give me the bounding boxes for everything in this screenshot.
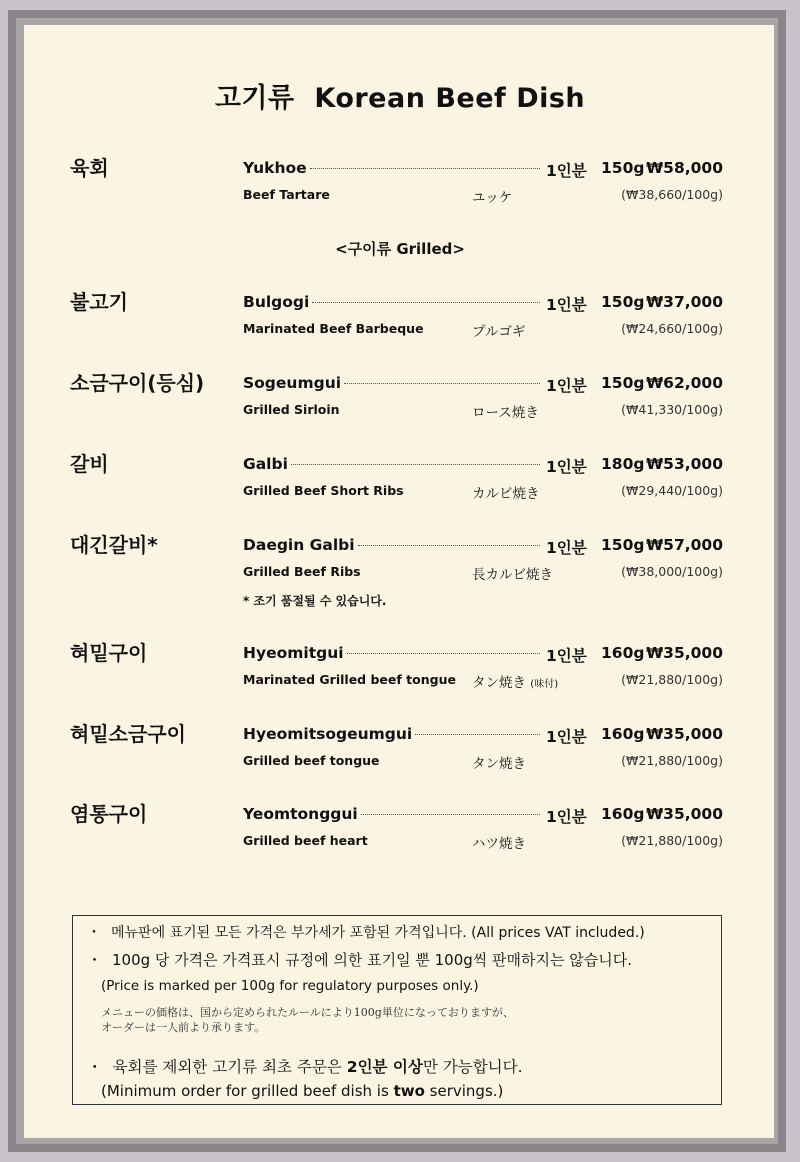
item-description: Grilled Beef Short Ribs [243, 483, 404, 498]
section-subheading: <구이류 Grilled> [335, 240, 465, 258]
item-korean-name: 갈비 [70, 452, 109, 476]
menu-title: 고기류 Korean Beef Dish [214, 83, 586, 114]
notice-jp-line1: メニューの価格は、国から定められたルールにより100g単位になっておりますが、 [101, 1006, 514, 1019]
item-price: ₩58,000 [646, 159, 723, 177]
notice-price-per-100g-en: (Price is marked per 100g for regulatory purposes only.) [101, 978, 479, 994]
item-japanese-name: ユッケ [472, 190, 513, 206]
item-unit-price: (₩24,660/100g) [621, 321, 723, 336]
item-english-name: Yukhoe [243, 159, 543, 177]
leader-dots [358, 545, 540, 546]
notice-minimum-order: ・ 육회를 제외한 고기류 최초 주문은 2인분 이상만 가능합니다. [87, 1058, 523, 1076]
item-unit-price: (₩21,880/100g) [621, 672, 723, 687]
item-description: Marinated Beef Barbeque [243, 321, 424, 336]
item-description: Marinated Grilled beef tongue [243, 672, 456, 687]
item-unit-price: (₩21,880/100g) [621, 753, 723, 768]
item-portion: 1인분 [546, 377, 587, 395]
item-english-name: Yeomtonggui [243, 805, 543, 823]
notice-price-per-100g: ・ 100g 당 가격은 가격표시 규정에 의한 표기일 뿐 100g씩 판매하지는 않습니다. [87, 951, 633, 969]
item-korean-name: 불고기 [70, 290, 128, 314]
item-japanese-name: ハツ焼き [472, 836, 526, 852]
item-korean-name: 육회 [70, 156, 109, 180]
item-weight: 150g [601, 159, 645, 177]
item-price: ₩62,000 [646, 374, 723, 392]
item-portion: 1인분 [546, 808, 587, 826]
item-weight: 160g [601, 805, 645, 823]
item-korean-name: 혀밑소금구이 [70, 722, 186, 746]
leader-dots [415, 734, 540, 735]
leader-dots [361, 814, 540, 815]
item-weight: 150g [601, 536, 645, 554]
leader-dots [344, 383, 540, 384]
item-english-name: Bulgogi [243, 293, 543, 311]
item-price: ₩57,000 [646, 536, 723, 554]
item-japanese-name: カルビ焼き [472, 486, 540, 502]
item-unit-price: (₩29,440/100g) [621, 483, 723, 498]
item-unit-price: (₩38,660/100g) [621, 187, 723, 202]
item-english-name: Sogeumgui [243, 374, 543, 392]
item-portion: 1인분 [546, 728, 587, 746]
item-unit-price: (₩21,880/100g) [621, 833, 723, 848]
menu-item [0, 156, 800, 219]
item-korean-name: 소금구이(등심) [70, 371, 205, 395]
leader-dots [310, 168, 540, 169]
item-price: ₩53,000 [646, 455, 723, 473]
item-portion: 1인분 [546, 162, 587, 180]
item-description: Beef Tartare [243, 187, 330, 202]
item-weight: 180g [601, 455, 645, 473]
item-korean-name: 염통구이 [70, 802, 148, 826]
item-portion: 1인분 [546, 458, 587, 476]
notice-box [72, 915, 722, 1105]
item-price: ₩35,000 [646, 725, 723, 743]
item-description: Grilled Beef Ribs [243, 564, 361, 579]
item-price: ₩35,000 [646, 644, 723, 662]
leader-dots [291, 464, 540, 465]
item-portion: 1인분 [546, 539, 587, 557]
item-weight: 150g [601, 293, 645, 311]
menu-item [0, 802, 800, 865]
item-japanese-name: プルゴギ [472, 324, 526, 340]
item-description: Grilled Sirloin [243, 402, 340, 417]
menu-item [0, 452, 800, 515]
item-description: Grilled beef heart [243, 833, 368, 848]
leader-dots [347, 653, 540, 654]
item-price: ₩37,000 [646, 293, 723, 311]
item-price: ₩35,000 [646, 805, 723, 823]
menu-item [0, 533, 800, 608]
item-portion: 1인분 [546, 296, 587, 314]
notice-vat: ・ 메뉴판에 표기된 모든 가격은 부가세가 포함된 가격입니다. (All prices VAT included.) [87, 925, 645, 941]
item-weight: 160g [601, 644, 645, 662]
item-japanese-name: 長カルビ焼き [472, 567, 553, 583]
item-unit-price: (₩41,330/100g) [621, 402, 723, 417]
item-korean-name: 대긴갈비* [70, 533, 158, 557]
notice-minimum-order-en: (Minimum order for grilled beef dish is two servings.) [101, 1082, 504, 1100]
item-weight: 150g [601, 374, 645, 392]
item-unit-price: (₩38,000/100g) [621, 564, 723, 579]
item-weight: 160g [601, 725, 645, 743]
item-portion: 1인분 [546, 647, 587, 665]
menu-item [0, 371, 800, 434]
item-japanese-name: タン焼き (味付) [472, 675, 559, 691]
leader-dots [312, 302, 540, 303]
item-english-name: Hyeomitgui [243, 644, 543, 662]
item-english-name: Hyeomitsogeumgui [243, 725, 543, 743]
item-english-name: Daegin Galbi [243, 536, 543, 554]
notice-jp-line2: オーダーは一人前より承ります。 [101, 1021, 266, 1034]
menu-item [0, 722, 800, 785]
menu-item [0, 641, 800, 704]
item-japanese-name: ロース焼き [472, 405, 539, 421]
menu-item [0, 290, 800, 353]
item-english-name: Galbi [243, 455, 543, 473]
item-description: Grilled beef tongue [243, 753, 380, 768]
item-note: * 조기 품절될 수 있습니다. [243, 594, 387, 608]
item-korean-name: 혀밑구이 [70, 641, 148, 665]
item-japanese-name: タン焼き [472, 756, 526, 772]
